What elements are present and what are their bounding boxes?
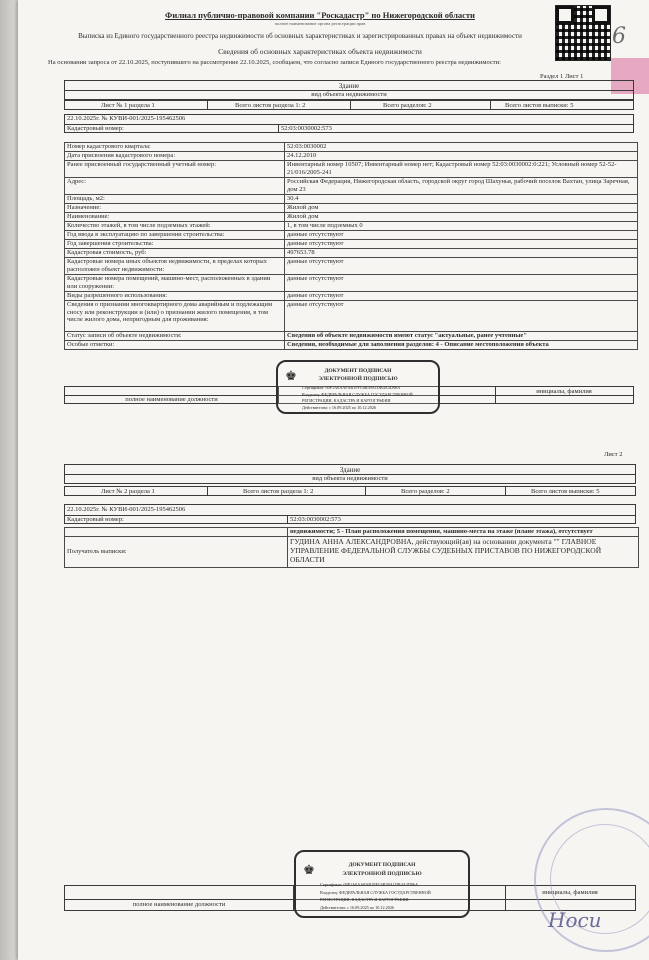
basis-text: На основании запроса от 22.10.2025, поступившего на рассмотрение 22.10.2025, сообщаем, что согласно записи Единого государственного реестра недвижимости: [48, 59, 501, 66]
table-row [65, 161, 638, 178]
table-row [65, 292, 638, 301]
total-extract-sheets-2: Всего листов выписки: 5 [531, 488, 600, 495]
qr-code-icon [556, 6, 610, 60]
table-row [65, 204, 638, 213]
total-sheets: Всего листов раздела 1: 2 [235, 102, 306, 109]
sheet2-label: Лист 2 [604, 451, 623, 458]
stamp-owner-2: РЕГИСТРАЦИИ, КАДАСТРА И КАРТОГРАФИИ [302, 398, 391, 403]
table-row [65, 222, 638, 231]
table-row [65, 275, 638, 292]
sheet-number-2: Лист № 2 раздела 1 [101, 488, 155, 495]
object-type-box [64, 80, 634, 100]
row-value: данные отсутствуют [285, 231, 638, 240]
cad-number-label-2: Кадастровый номер: [67, 516, 124, 523]
row-key: Ранее присвоенный государственный учетный номер: [65, 161, 285, 178]
table-row [65, 195, 638, 204]
section-sheet-label: Раздел 1 Лист 1 [540, 73, 584, 80]
emblem-icon: ♚ [285, 368, 297, 383]
sheet-counts-row [64, 100, 634, 110]
handwritten-number: 6 [612, 24, 626, 49]
cad-number-label: Кадастровый номер: [67, 125, 124, 132]
row-key: Кадастровые номера иных объектов недвижимости, в пределах которых расположен объект недвижимости: [65, 258, 285, 275]
row-value: Сведения, необходимые для заполнения разделов: 4 - Описание местоположения объекта [285, 341, 638, 350]
recipient-label: Получатель выписки: [65, 536, 288, 567]
row-value: 30.4 [285, 195, 638, 204]
cad-number-value-2: 52:03:0030002:573 [290, 516, 341, 523]
ref-block [64, 114, 634, 133]
row-key: Номер кадастрового квартала: [65, 143, 285, 152]
table-row [65, 178, 638, 195]
row-value: 1, в том числе подземных 0 [285, 222, 638, 231]
characteristics-table [64, 142, 638, 350]
row-key: Виды разрешенного использования: [65, 292, 285, 301]
object-type: Здание [338, 82, 360, 90]
stamp2-cert: Сертификат: 00F1A0AAFAB1FFC6B39A1DB4A3D96A [320, 882, 419, 887]
row-value: Жилой дом [285, 213, 638, 222]
stamp2-owner-2: РЕГИСТРАЦИИ, КАДАСТРА И КАРТОГРАФИИ [320, 897, 409, 902]
table-row [65, 152, 638, 161]
stamp2-valid: Действителен: с 16.09.2025 по 10.12.2026 [320, 905, 395, 910]
object-type-2: Здание [339, 466, 361, 474]
cad-number-value: 52:03:0030002:573 [281, 125, 332, 132]
table-row [65, 143, 638, 152]
sheet-counts-row-2 [64, 486, 636, 496]
e-signature-stamp-2 [294, 850, 470, 918]
row-key: Год завершения строительства: [65, 240, 285, 249]
extract-ref: 22.10.2025г. № КУВИ-001/2025-195462506 [67, 115, 186, 122]
info-title: Сведения об основных характеристиках объекта недвижимости [218, 47, 422, 56]
handwritten-signature: Носи [548, 908, 602, 932]
recipient-value: ГУДИНА АННА АЛЕКСАНДРОВНА, действующий(ая) на основании документа "" ГЛАВНОЕ УПРАВЛЕНИЕ ФЕДЕРАЛЬНОЙ СЛУЖБЫ СУДЕБНЫХ ПРИСТАВОВ ПО НИЖЕГОРОДСКОЙ ОБЛАСТИ [288, 536, 639, 567]
object-type-sub-2: вид объекта недвижимости [312, 475, 388, 482]
extract-title: Выписка из Единого государственного реестра недвижимости об основных характеристиках и зарегистрированных правах на объект недвижимости [78, 32, 522, 40]
e-signature-stamp-1 [276, 360, 440, 414]
row-value: Инвентарный номер 10507; Инвентарный номер нет; Кадастровый номер 52:03:0030002:0:221; Условный номер 52-52-21/016/2005-241 [285, 161, 638, 178]
page-shadow [0, 0, 18, 960]
row-key: Дата присвоения кадастрового номера: [65, 152, 285, 161]
stamp2-line-2: ЭЛЕКТРОННОЙ ПОДПИСЬЮ [342, 871, 422, 877]
row-value: Сведения об объекте недвижимости имеют статус "актуальные, ранее учтенные" [285, 332, 638, 341]
cont-key [65, 528, 288, 537]
row-value: данные отсутствуют [285, 240, 638, 249]
table-row [65, 258, 638, 275]
continuation-table [64, 527, 639, 568]
emblem-icon-2: ♚ [303, 862, 315, 877]
row-value: 52:03:0030002 [285, 143, 638, 152]
total-extract-sheets: Всего листов выписки: 5 [505, 102, 574, 109]
row-value: данные отсутствуют [285, 292, 638, 301]
position-label-1: полное наименование должности [125, 396, 218, 403]
table-row [65, 240, 638, 249]
cont-value: недвижимости; 5 - План расположения помещения, машино-места на этаже (плане этажа), отсутствует [288, 528, 639, 537]
row-key: Сведения о признании многоквартирного дома аварийным и подлежащим сносу или реконструкции и (или) о признании жилого помещения, в том числе жилого дома, непригодным для проживания: [65, 301, 285, 332]
object-type-sub: вид объекта недвижимости [311, 91, 387, 98]
total-sheets-2: Всего листов раздела 1: 2 [243, 488, 314, 495]
stamp-valid: Действителен: с 16.09.2025 по 10.12.2026 [302, 405, 377, 410]
row-key: Кадастровая стоимость, руб: [65, 249, 285, 258]
table-row [65, 213, 638, 222]
row-value: 24.12.2010 [285, 152, 638, 161]
object-type-box-2 [64, 464, 636, 484]
stamp-line-1: ДОКУМЕНТ ПОДПИСАН [324, 368, 392, 374]
row-value: 497653.78 [285, 249, 638, 258]
stamp-owner: Владелец: ФЕДЕРАЛЬНАЯ СЛУЖБА ГОСУДАРСТВЕННОЙ [302, 392, 413, 397]
stamp-line-2: ЭЛЕКТРОННОЙ ПОДПИСЬЮ [318, 376, 398, 382]
row-value: Российская Федерация, Нижегородская область, городской округ город Шахунья, рабочий поселок Вахтан, улица Заречная, дом 23 [285, 178, 638, 195]
row-value: данные отсутствуют [285, 275, 638, 292]
position-label-2: полное наименование должности [132, 901, 226, 908]
extract-ref-2: 22.10.2025г. № КУВИ-001/2025-195462506 [67, 506, 186, 513]
row-key: Статус записи об объекте недвижимости: [65, 332, 285, 341]
row-value: данные отсутствуют [285, 301, 638, 332]
initials-label-2: инициалы, фамилия [542, 889, 598, 896]
table-row [65, 332, 638, 341]
sheet-number: Лист № 1 раздела 1 [101, 102, 155, 109]
initials-label-1: инициалы, фамилия [536, 388, 592, 395]
stamp-cert: Сертификат: 00F1A0AAFAB1FFC6B39A1DB4A3D96A [302, 385, 401, 390]
total-sections: Всего разделов: 2 [383, 102, 432, 109]
row-value: данные отсутствуют [285, 258, 638, 275]
total-sections-2: Всего разделов: 2 [401, 488, 450, 495]
row-key: Кадастровые номера помещений, машино-мест, расположенных в здании или сооружении: [65, 275, 285, 292]
table-row [65, 249, 638, 258]
stamp2-line-1: ДОКУМЕНТ ПОДПИСАН [348, 862, 416, 868]
row-key: Наименование: [65, 213, 285, 222]
row-key: Особые отметки: [65, 341, 285, 350]
row-key: Адрес: [65, 178, 285, 195]
stamp2-owner: Владелец: ФЕДЕРАЛЬНАЯ СЛУЖБА ГОСУДАРСТВЕННОЙ [320, 890, 431, 895]
ref-block-2 [64, 504, 636, 524]
org-title: Филиал публично-правовой компании "Роскадастр" по Нижегородской области [165, 10, 475, 20]
row-key: Год ввода в эксплуатацию по завершении строительства: [65, 231, 285, 240]
table-row [65, 341, 638, 350]
row-value: Жилой дом [285, 204, 638, 213]
org-subtitle: полное наименование органа регистрации прав [274, 21, 366, 26]
row-key: Назначение: [65, 204, 285, 213]
row-key: Количество этажей, в том числе подземных этажей: [65, 222, 285, 231]
table-row [65, 231, 638, 240]
table-row [65, 301, 638, 332]
row-key: Площадь, м2: [65, 195, 285, 204]
